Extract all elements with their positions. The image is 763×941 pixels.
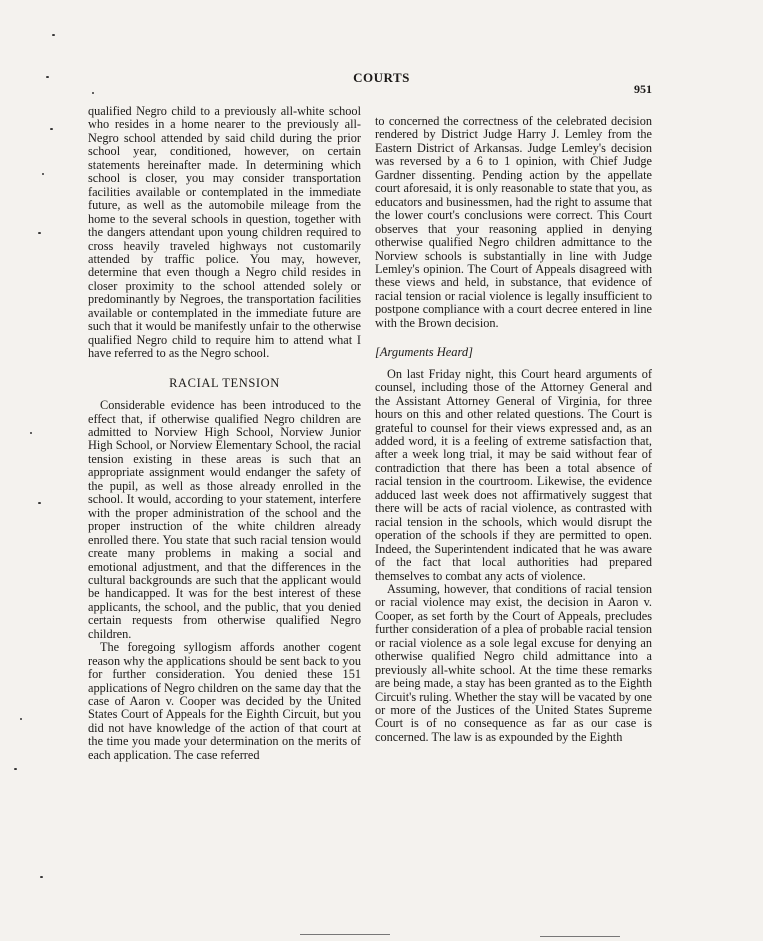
- scan-edge-line: [300, 934, 390, 935]
- paragraph: qualified Negro child to a previously all-white school who resides in a home nearer to the previously all-Negro school attended by said child during the prior school year, conditioned, however, on certain statements hereinafter made. In determining which school is closer, you may consider transportation facilities available or contemplated in the immediate future, as well as the automobile mileage from the home to the several schools in question, together with the dangers attendant upon young children required to cross heavily traveled highways not customarily attended by traffic police. You may, however, determine that even though a Negro child resides in closer proximity to the school attended solely or predominantly by Negroes, the transportation facilities available or contemplated in the immediate future are such that it would be manifestly unfair to the otherwise qualified Negro child to require him to attend what I have referred to as the Negro school.: [88, 104, 361, 361]
- paragraph: to concerned the correctness of the celebrated decision rendered by District Judge Harry J. Lemley from the Eastern District of Arkansas. Judge Lemley's decision was reversed by a 6 to 1 opinion, with Chief Judge Gardner dissenting. Pending action by the appellate court aforesaid, it is only reasonable to state that you, as educators and businessmen, had the right to assume that the lower court's conclusions were correct. This Court observes that your reasoning applied in denying otherwise qualified Negro children admittance to the Norview schools is substantially in line with Judge Lemley's opinion. The Court of Appeals disagreed with these views and held, in substance, that evidence of racial tension or racial violence is legally insufficient to postpone compliance with a court decree entered in line with the Brown decision.: [375, 114, 652, 330]
- running-head: COURTS: [353, 70, 410, 85]
- scan-speck: [52, 34, 55, 36]
- right-column: [375, 115, 652, 744]
- scan-speck: [40, 876, 43, 878]
- paragraph: Considerable evidence has been introduced to the effect that, if otherwise qualified Negro children are admitted to Norview High School, Norview Junior High School, or Norview Elementary School, the racial tension existing in these areas is such that an appropriate assignment would endanger the safety of the pupil, as well as those already enrolled in the school. It would, according to your statement, interfere with the proper administration of the school and the proper instruction of the white children already enrolled there. You state that such racial tension would create many problems in making a social and emotional adjustment, and that the differences in the cultural backgrounds are such that the applicant would be handicapped. It was for the best interest of these applicants, the school, and the public, that you denied certain requests from otherwise qualified Negro children.: [88, 398, 361, 641]
- paragraph: On last Friday night, this Court heard arguments of counsel, including those of the Attorney General and the Assistant Attorney General of Virginia, for three hours on this and other related questions. The Court is grateful to counsel for their views expressed and, as an added word, it is a feeling of extreme satisfaction that, after a week long trial, it may be said without fear of contradiction that there has been a total absence of racial tension in the courtroom. Likewise, the evidence adduced last week does not affirmatively suggest that there will be acts of racial violence, as contrasted with racial tension in the schools, which would disrupt the operation of the schools if they are permitted to open. Indeed, the Superintendent indicated that he was aware of the fact that local authorities had prepared themselves to combat any acts of violence.: [375, 366, 652, 583]
- scan-speck: [20, 718, 22, 720]
- paragraph: The foregoing syllogism affords another cogent reason why the applications should be sent back to you for further consideration. You denied these 151 applications of Negro children on the same day that the case of Aaron v. Cooper was decided by the United States Court of Appeals for the Eighth Circuit, but you did not have knowledge of the action of that court at the time you made your determination on the merits of each application. The case referred: [88, 640, 361, 762]
- page-number: 951: [634, 82, 652, 96]
- section-heading: RACIAL TENSION: [169, 375, 280, 390]
- scan-speck: [92, 92, 94, 94]
- left-column: [88, 105, 361, 762]
- scan-speck: [30, 432, 32, 434]
- scan-speck: [50, 128, 53, 130]
- paragraph: Assuming, however, that conditions of racial tension or racial violence may exist, the decision in Aaron v. Cooper, as set forth by the Court of Appeals, precludes further consideration of a plea of probable racial tension or racial violence as a sole legal excuse for denying an otherwise qualified Negro child admittance into a previously all-white school. At the time these remarks are being made, a stay has been granted as to the Eighth Circuit's ruling. Whether the stay will be vacated by one or more of the Justices of the United States Supreme Court is of no consequence as far as our case is concerned. The law is as expounded by the Eighth: [375, 581, 652, 744]
- scan-speck: [14, 768, 17, 770]
- scan-speck: [38, 502, 41, 504]
- subsection-heading: [Arguments Heard]: [375, 345, 474, 360]
- scan-edge-line: [540, 936, 620, 937]
- scan-speck: [42, 173, 44, 175]
- scan-speck: [38, 232, 41, 234]
- scan-speck: [46, 76, 49, 78]
